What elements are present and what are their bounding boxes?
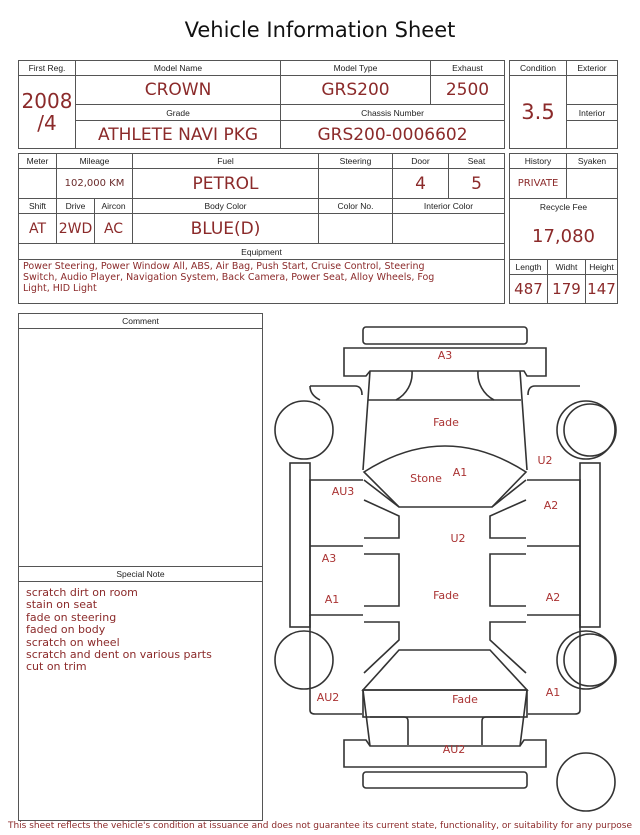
body-color-value: BLUE(D)	[132, 213, 319, 244]
exhaust-value: 2500	[430, 75, 505, 105]
recycle-value: 17,080	[509, 213, 618, 260]
meter-label: Meter	[18, 153, 57, 169]
equipment-label: Equipment	[18, 243, 505, 260]
grade-value: ATHLETE NAVI PKG	[75, 120, 281, 149]
first-reg-year: 2008	[21, 89, 73, 113]
history-label: History	[509, 153, 567, 169]
headlights	[396, 371, 494, 400]
equipment-list: Power Steering, Power Window All, ABS, Air Bag, Push Start, Cruise Control, Steering Switch, Audio Player, Navigation System, Back Camera, Power Seat, Alloy Wheels, Fog Light, HID Light	[23, 261, 435, 294]
page-title: Vehicle Information Sheet	[184, 18, 456, 42]
shift-label: Shift	[18, 198, 57, 214]
first-reg-month: /4	[37, 111, 57, 135]
right-fenders	[528, 386, 580, 714]
damage-hood: Fade	[433, 416, 459, 429]
drive-label: Drive	[56, 198, 95, 214]
spare-wheel	[557, 753, 615, 811]
length-label: Length	[509, 259, 548, 275]
damage-left-rear-door: A1	[324, 593, 340, 606]
damage-windshield: A1	[452, 466, 468, 479]
first-reg-label: First Reg.	[18, 60, 76, 76]
syaken-label: Syaken	[566, 153, 618, 169]
damage-windshield-stone: Stone	[410, 472, 442, 485]
interior-label: Interior	[566, 104, 618, 121]
grade-label: Grade	[75, 104, 281, 121]
left-front-wheel	[275, 401, 333, 459]
body-color-label: Body Color	[132, 198, 319, 214]
special-note-label: Special Note	[18, 566, 263, 582]
left-fenders	[310, 386, 362, 714]
damage-right-front-door: A2	[543, 499, 559, 512]
right-side-sill	[580, 463, 600, 627]
disclaimer: This sheet reflects the vehicle's condition at issuance and does not guarantee its current state, functionality, or suitability for any purpose	[7, 821, 633, 831]
chassis-value: GRS200-0006602	[280, 120, 505, 149]
note-item: scratch dirt on room	[26, 586, 138, 599]
damage-roof: U2	[450, 532, 466, 545]
exterior-label: Exterior	[566, 60, 618, 76]
interior-color-label: Interior Color	[392, 198, 505, 214]
left-rear-wheel	[275, 631, 333, 689]
width-label: Widht	[547, 259, 586, 275]
condition-value: 3.5	[509, 75, 567, 149]
note-item: scratch on wheel	[26, 635, 120, 649]
damage-roof-rear: Fade	[433, 589, 459, 602]
shift-value: AT	[18, 213, 57, 244]
damage-trunk: Fade	[452, 693, 478, 706]
model-name-label: Model Name	[75, 60, 281, 76]
height-value: 147	[585, 274, 618, 304]
condition-label: Condition	[509, 60, 567, 76]
rear-bumper-strip	[363, 772, 527, 788]
model-type-value: GRS200	[280, 75, 431, 105]
length-value: 487	[509, 274, 548, 304]
damage-left-rear-fender: AU2	[316, 691, 340, 704]
mileage-value: 102,000 KM	[56, 168, 133, 199]
damage-front-bumper: A3	[437, 349, 453, 362]
damage-left-front-fender: AU3	[331, 485, 355, 498]
damage-rear-bumper: AU2	[442, 743, 466, 756]
mileage-label: Mileage	[56, 153, 133, 169]
note-item: faded on body	[26, 623, 106, 637]
damage-left-front-door: A3	[321, 552, 337, 565]
trunk	[363, 690, 527, 717]
note-item: scratch and dent on various parts	[26, 648, 212, 662]
note-item: fade on steering	[26, 610, 117, 624]
recycle-label: Recycle Fee	[509, 198, 618, 215]
damage-right-front-fender: U2	[537, 454, 553, 467]
seat-value: 5	[448, 168, 505, 199]
door-value: 4	[392, 168, 449, 199]
seat-label: Seat	[448, 153, 505, 169]
model-type-label: Model Type	[280, 60, 431, 76]
note-item: cut on trim	[26, 660, 87, 674]
front-windows	[364, 500, 526, 538]
chassis-label: Chassis Number	[280, 104, 505, 121]
exhaust-label: Exhaust	[430, 60, 505, 76]
front-bumper-strip	[363, 327, 527, 344]
damage-right-rear-fender: A1	[545, 686, 561, 699]
fuel-value: PETROL	[132, 168, 319, 199]
note-item: stain on seat	[26, 598, 98, 612]
aircon-value: AC	[94, 213, 133, 244]
comment-label: Comment	[18, 313, 263, 329]
rear-window	[363, 650, 527, 690]
left-side-sill	[290, 463, 310, 627]
model-name-value: CROWN	[75, 75, 281, 105]
drive-value: 2WD	[56, 213, 95, 244]
door-label: Door	[392, 153, 449, 169]
aircon-label: Aircon	[94, 198, 133, 214]
steering-label: Steering	[318, 153, 393, 169]
color-no-label: Color No.	[318, 198, 393, 214]
taillights	[370, 717, 520, 745]
history-value: PRIVATE	[509, 168, 567, 199]
fuel-label: Fuel	[132, 153, 319, 169]
damage-right-rear-door: A2	[545, 591, 561, 604]
height-label: Height	[585, 259, 618, 275]
width-value: 179	[547, 274, 586, 304]
rear-windows	[364, 622, 526, 673]
